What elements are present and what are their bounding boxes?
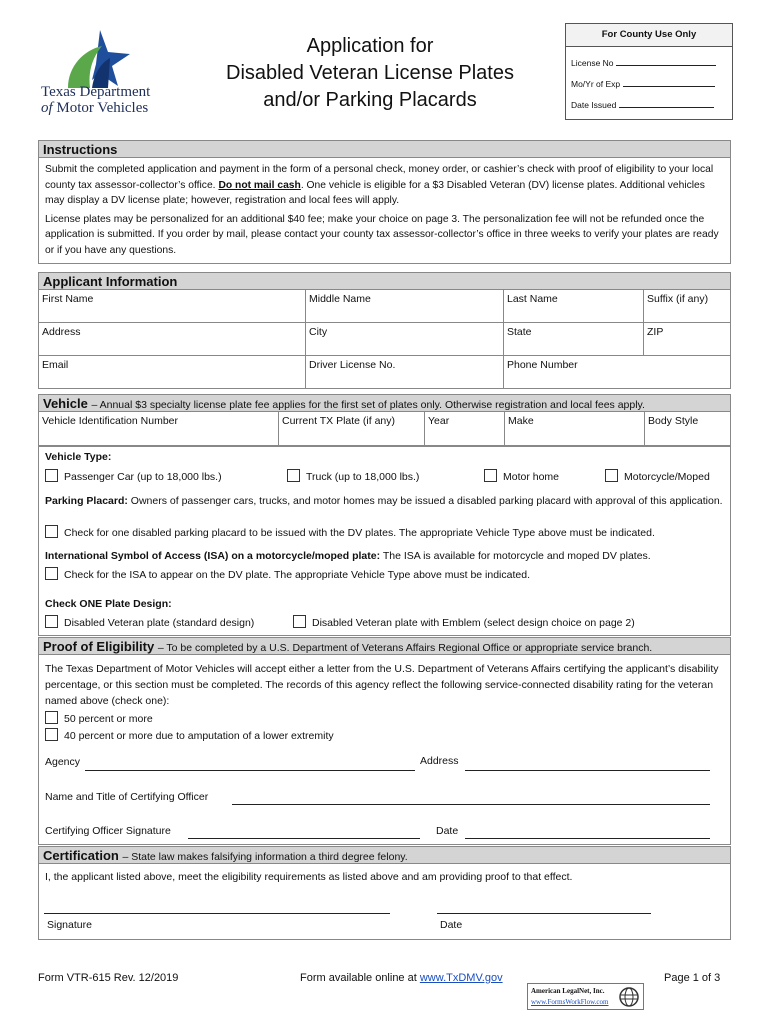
instructions-paragraph-2: License plates may be personalized for an additional $40 fee; make your choice on page 3. The personalization fee will not be refunded once the application is submitted. If you order by mail, please contact your county tax assessor-collector’s office in three weeks to verify your plates are ready or if you have any questions. xyxy=(45,213,719,256)
suffix-field[interactable]: Suffix (if any) xyxy=(647,293,709,305)
stamp-line1: American LegalNet, Inc. xyxy=(531,987,605,995)
officer-signature-label: Certifying Officer Signature xyxy=(45,825,171,837)
signature-field[interactable] xyxy=(44,913,390,914)
middle-name-field[interactable]: Middle Name xyxy=(306,290,504,322)
applicant-grid xyxy=(38,290,731,389)
proof-address-label: Address xyxy=(420,755,459,767)
agency-field[interactable] xyxy=(85,770,415,771)
txdmv-link[interactable]: www.TxDMV.gov xyxy=(419,972,503,984)
title-line2: Disabled Veteran License Plates xyxy=(226,62,514,84)
year-field[interactable]: Year xyxy=(425,412,505,446)
design-standard[interactable]: Disabled Veteran plate (standard design) xyxy=(45,615,254,630)
online-note: Form available online at www.TxDMV.gov xyxy=(300,972,503,984)
star-icon xyxy=(38,28,168,90)
globe-icon xyxy=(618,986,640,1008)
agency-logo xyxy=(38,28,168,120)
isa-text: International Symbol of Access (ISA) on a motorcycle/moped plate: The ISA is available for motorcycle and moped DV plates. xyxy=(45,550,651,562)
last-name-field[interactable]: Last Name xyxy=(504,290,644,322)
legalnet-stamp xyxy=(527,983,644,1010)
checkbox[interactable] xyxy=(45,728,58,741)
certification-body xyxy=(38,864,731,940)
type-truck[interactable]: Truck (up to 18,000 lbs.) xyxy=(287,469,419,484)
proof-body xyxy=(38,655,731,845)
checkbox[interactable] xyxy=(287,469,300,482)
mo-yr-exp-field[interactable] xyxy=(623,77,715,87)
checkbox[interactable] xyxy=(484,469,497,482)
instructions-header: Instructions xyxy=(38,140,731,158)
placard-check[interactable]: Check for one disabled parking placard to be issued with the DV plates. The appropriate Vehicle Type above must be indicated. xyxy=(45,525,655,540)
driver-license-field[interactable]: Driver License No. xyxy=(306,356,504,389)
type-passenger-car[interactable]: Passenger Car (up to 18,000 lbs.) xyxy=(45,469,222,484)
county-use-box xyxy=(565,23,733,120)
officer-name-label: Name and Title of Certifying Officer xyxy=(45,791,209,803)
current-plate-field[interactable]: Current TX Plate (if any) xyxy=(279,412,425,446)
vehicle-grid xyxy=(38,412,731,446)
vehicle-header: Vehicle – Annual $3 specialty license plate fee applies for the first set of plates only. Otherwise registration and local fees apply. xyxy=(38,394,731,412)
officer-signature-field[interactable] xyxy=(188,838,420,839)
email-field[interactable]: Email xyxy=(39,356,306,389)
agency-name-line1: Texas Department xyxy=(41,84,151,100)
address-field[interactable]: Address xyxy=(39,323,306,355)
city-field[interactable]: City xyxy=(306,323,504,355)
zip-field[interactable]: ZIP xyxy=(647,326,664,338)
make-field[interactable]: Make xyxy=(505,412,645,446)
license-no-field[interactable] xyxy=(616,56,716,66)
checkbox[interactable] xyxy=(45,469,58,482)
certification-text: I, the applicant listed above, meet the eligibility requirements as listed above and am providing proof to that effect. xyxy=(45,871,573,883)
first-name-field[interactable]: First Name xyxy=(39,290,306,322)
applicant-header: Applicant Information xyxy=(38,272,731,290)
type-motorcycle[interactable]: Motorcycle/Moped xyxy=(605,469,710,484)
plate-design-label: Check ONE Plate Design: xyxy=(45,598,172,610)
county-use-header: For County Use Only xyxy=(566,24,732,47)
instructions-body xyxy=(38,158,731,264)
instructions-paragraph-1: Submit the completed application and payment in the form of a personal check, money order, or cashier’s check with proof of eligibility to your local county tax assessor-collector’s office. Do not mail cash. One vehicle is eligible for a $3 Disabled Veteran (DV) license plates. Additional vehicles may display a DV license plate; however, registration and local fees will apply. xyxy=(45,164,714,206)
date-issued-label: Date Issued xyxy=(571,100,617,110)
agency-name-line2: Motor Vehicles xyxy=(56,100,149,116)
vin-field[interactable]: Vehicle Identification Number xyxy=(39,412,279,446)
checkbox[interactable] xyxy=(45,525,58,538)
proof-text: The Texas Department of Motor Vehicles will accept either a letter from the U.S. Department of Veterans Affairs certifying the applicant’s disability percentage, or this section must be completed. The records of this agency reflect the following service-connected disability rating for the veteran named above (check one): xyxy=(45,663,719,707)
proof-date-label: Date xyxy=(436,825,459,837)
option-50-percent[interactable]: 50 percent or more xyxy=(45,711,153,726)
checkbox[interactable] xyxy=(605,469,618,482)
certification-header: Certification – State law makes falsifying information a third degree felony. xyxy=(38,846,731,864)
checkbox[interactable] xyxy=(45,711,58,724)
checkbox[interactable] xyxy=(293,615,306,628)
vehicle-options xyxy=(38,446,731,636)
agency-label: Agency xyxy=(45,756,81,768)
checkbox[interactable] xyxy=(45,567,58,580)
body-style-field[interactable]: Body Style xyxy=(648,415,699,427)
cert-date-label: Date xyxy=(440,919,463,931)
proof-date-field[interactable] xyxy=(465,838,710,839)
state-field[interactable]: State xyxy=(504,323,644,355)
type-motor-home[interactable]: Motor home xyxy=(484,469,559,484)
design-emblem[interactable]: Disabled Veteran plate with Emblem (select design choice on page 2) xyxy=(293,615,635,630)
cert-date-field[interactable] xyxy=(437,913,651,914)
phone-field[interactable]: Phone Number xyxy=(507,359,578,371)
form-id: Form VTR-615 Rev. 12/2019 xyxy=(38,972,179,984)
signature-label: Signature xyxy=(47,919,92,931)
page-title xyxy=(200,33,540,114)
title-line3: and/or Parking Placards xyxy=(263,89,477,111)
isa-check[interactable]: Check for the ISA to appear on the DV plate. The appropriate Vehicle Type above must be indicated. xyxy=(45,567,530,582)
mo-yr-exp-label: Mo/Yr of Exp xyxy=(571,79,621,89)
option-40-percent[interactable]: 40 percent or more due to amputation of a lower extremity xyxy=(45,728,334,743)
parking-placard-text: Parking Placard: Owners of passenger cars, trucks, and motor homes may be issued a disabled parking placard with approval of this application. xyxy=(45,495,723,507)
officer-name-field[interactable] xyxy=(232,804,710,805)
proof-address-field[interactable] xyxy=(465,770,710,771)
vehicle-type-label: Vehicle Type: xyxy=(45,451,112,463)
date-issued-field[interactable] xyxy=(619,98,714,108)
page-number: Page 1 of 3 xyxy=(664,972,721,984)
proof-header: Proof of Eligibility – To be completed by a U.S. Department of Veterans Affairs Regional Office or appropriate service branch. xyxy=(38,637,731,655)
stamp-line2: www.FormsWorkFlow.com xyxy=(531,998,609,1006)
checkbox[interactable] xyxy=(45,615,58,628)
title-line1: Application for xyxy=(306,35,434,57)
license-no-label: License No xyxy=(571,58,614,68)
agency-name-of: of xyxy=(41,100,53,116)
